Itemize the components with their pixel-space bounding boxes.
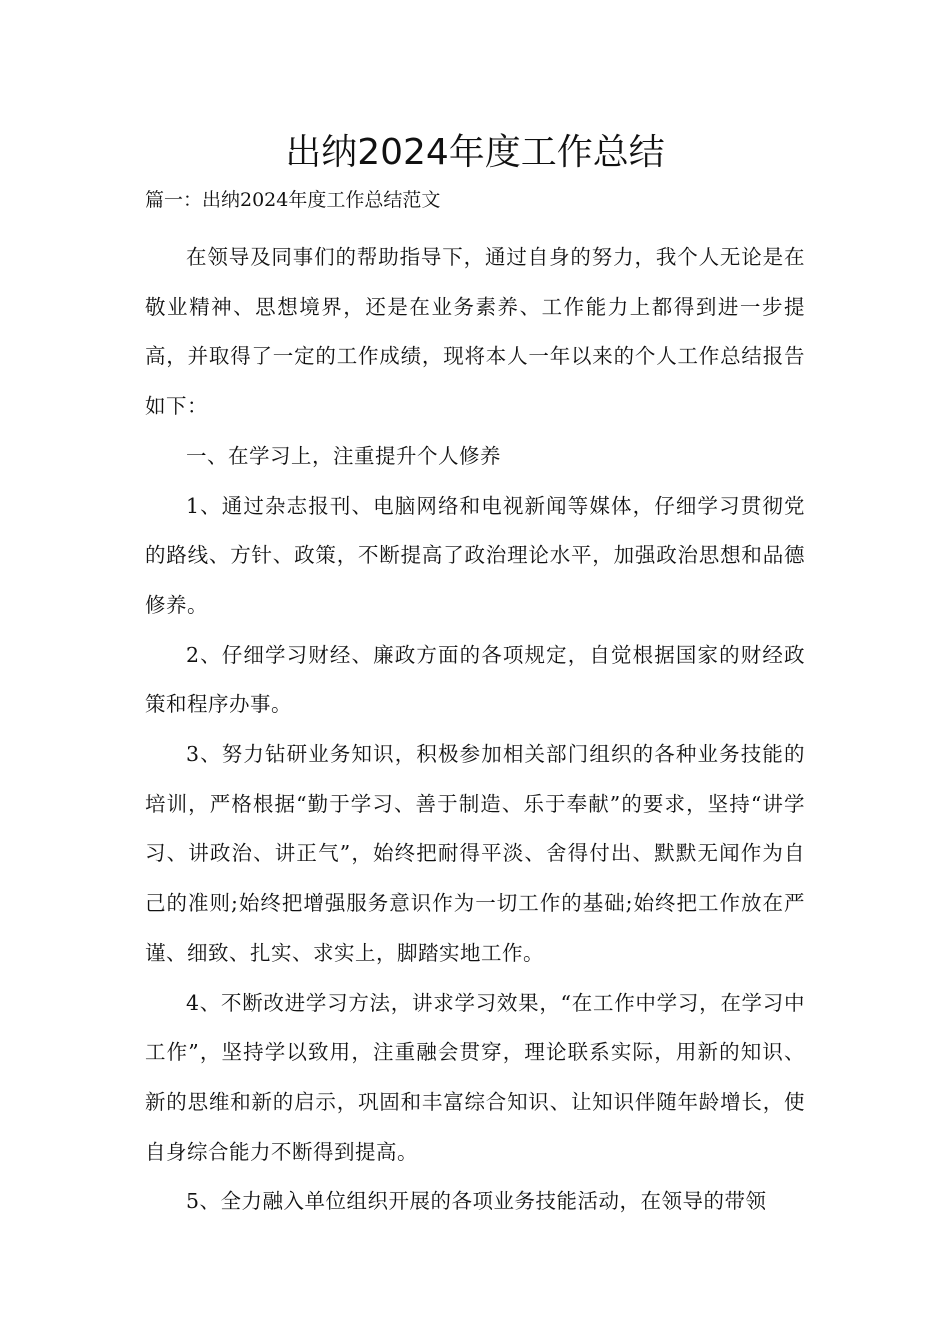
document-subtitle: 篇一：出纳2024年度工作总结范文	[145, 189, 441, 211]
paragraph-item-2: 2、仔细学习财经、廉政方面的各项规定，自觉根据国家的财经政策和程序办事。	[145, 642, 805, 717]
document-body	[145, 233, 805, 1227]
paragraph-item-4: 4、不断改进学习方法，讲求学习效果，“在工作中学习，在学习中工作”，坚持学以致用，注重融会贯穿，理论联系实际，用新的知识、新的思维和新的启示，巩固和丰富综合知识、让知识伴随年龄增长，使自身综合能力不断得到提高。	[145, 990, 805, 1164]
paragraph-item-3: 3、努力钻研业务知识，积极参加相关部门组织的各种业务技能的培训，严格根据“勤于学习、善于制造、乐于奉献”的要求，坚持“讲学习、讲政治、讲正气”，始终把耐得平淡、舍得付出、默默无闻作为自己的准则;始终把增强服务意识作为一切工作的基础;始终把工作放在严谨、细致、扎实、求实上，脚踏实地工作。	[145, 742, 805, 965]
document-title: 出纳2024年度工作总结	[285, 132, 665, 173]
paragraph-item-5: 5、全力融入单位组织开展的各项业务技能活动，在领导的带领	[186, 1189, 767, 1214]
paragraph-intro: 在领导及同事们的帮助指导下，通过自身的努力，我个人无论是在敬业精神、思想境界，还是在业务素养、工作能力上都得到进一步提高，并取得了一定的工作成绩，现将本人一年以来的个人工作总结报告如下：	[145, 245, 805, 419]
paragraph-item-1: 1、通过杂志报刊、电脑网络和电视新闻等媒体，仔细学习贯彻党的路线、方针、政策，不断提高了政治理论水平，加强政治思想和品德修养。	[145, 493, 805, 617]
section-heading: 一、在学习上，注重提升个人修养	[186, 443, 501, 468]
